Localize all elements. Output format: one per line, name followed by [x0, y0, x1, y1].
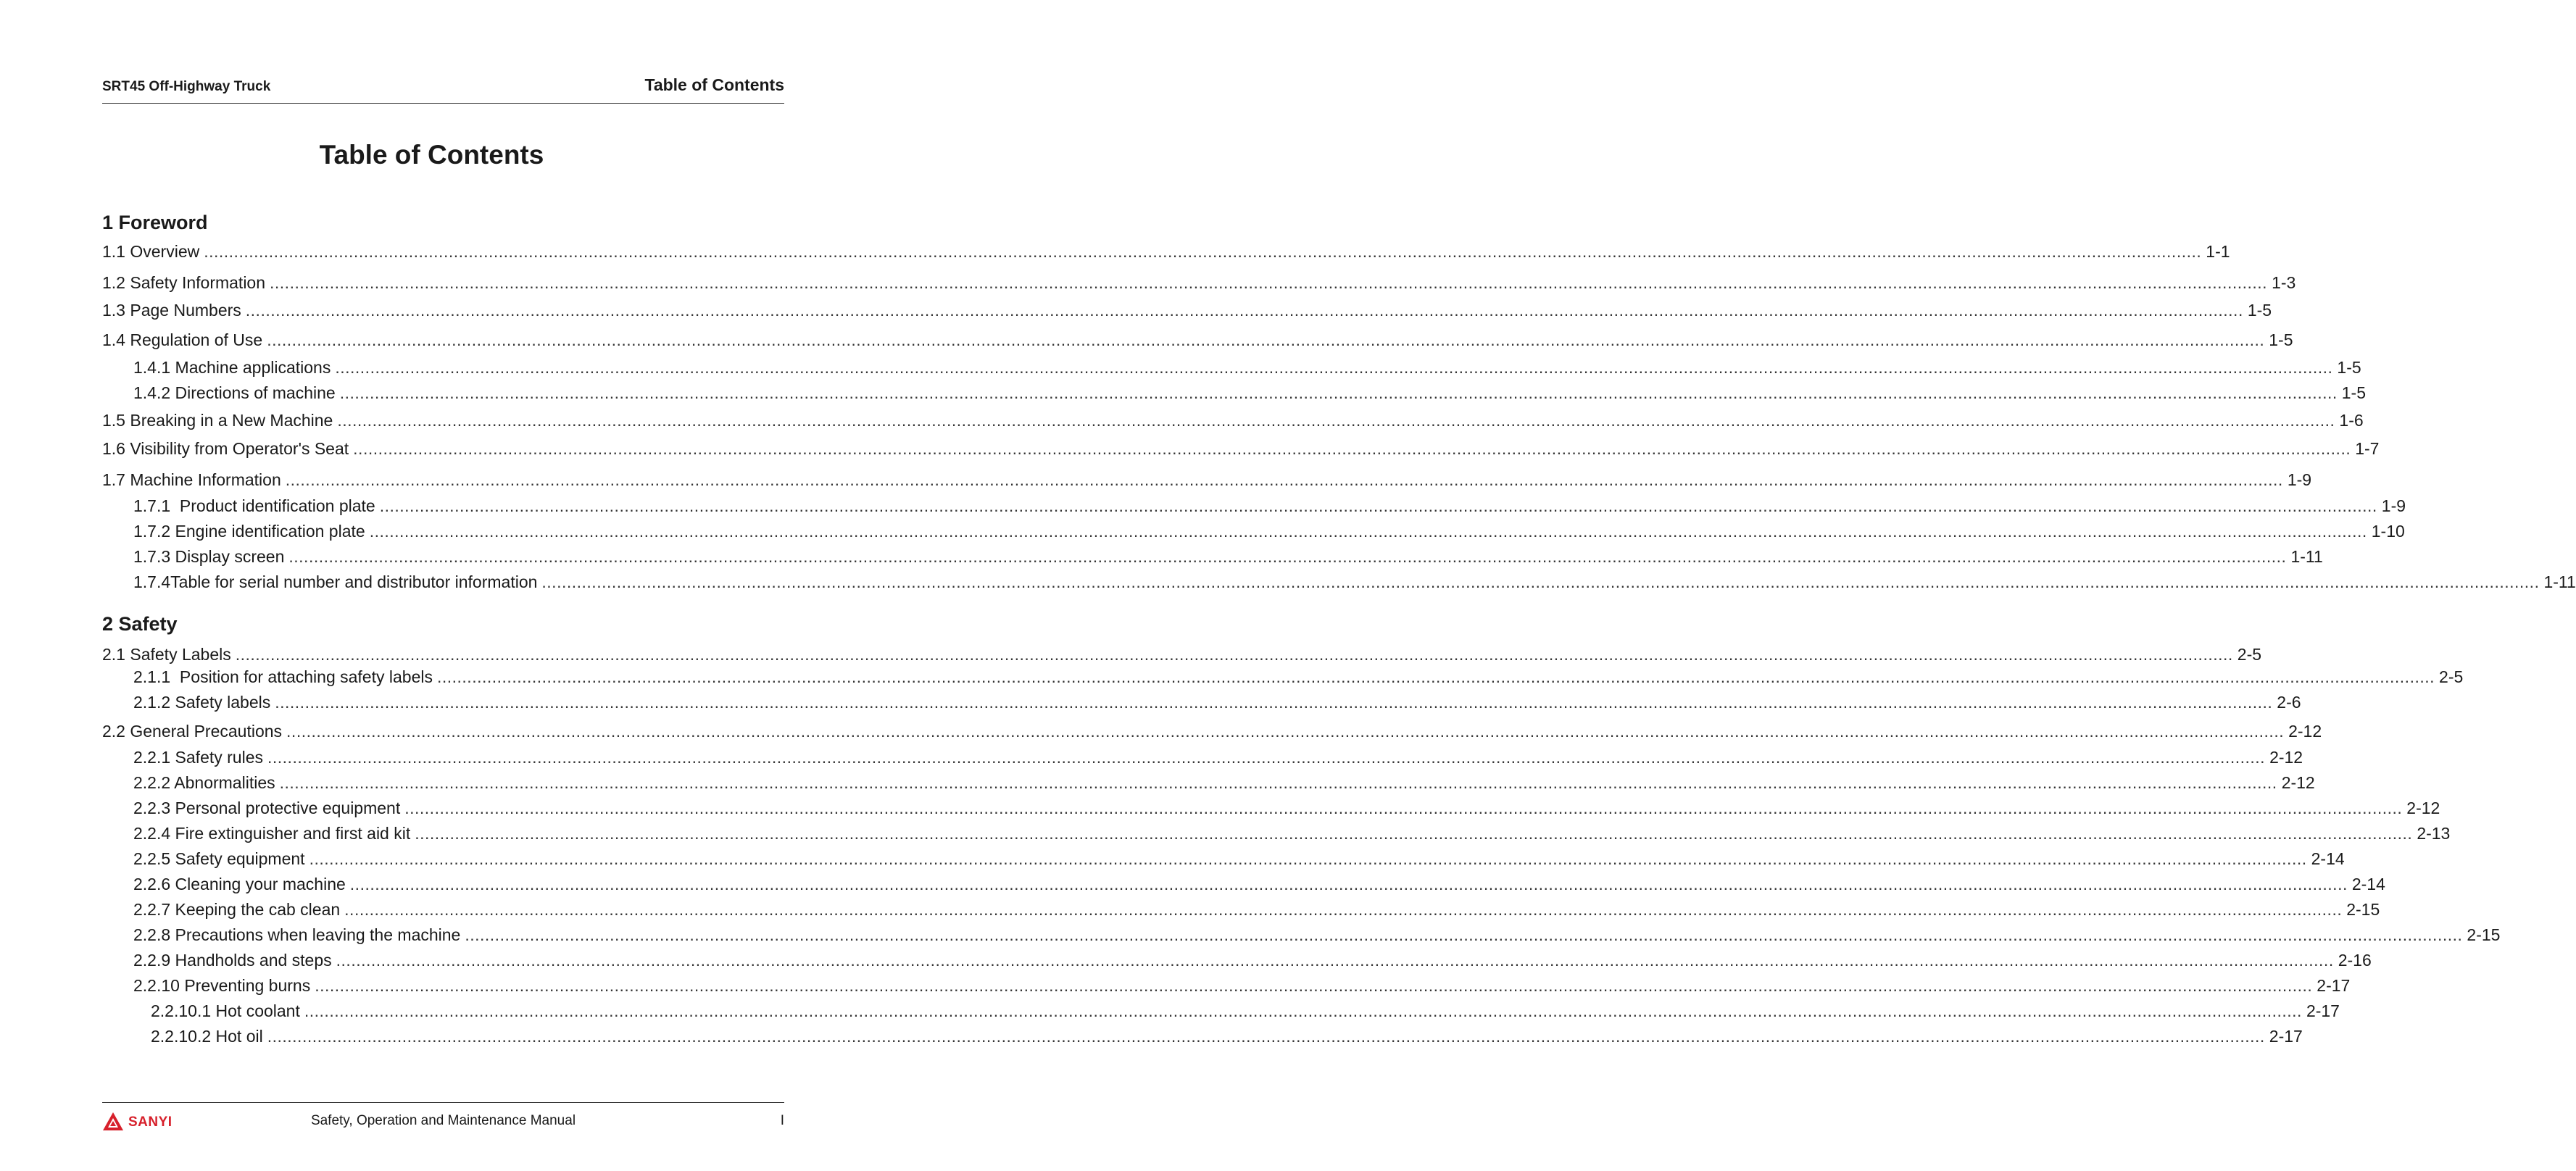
toc-entry-title: 1.4.1 Machine applications [133, 357, 335, 378]
dot-leader: ................................................................................................................................................................................................................................................................................................................................................................................................................ [267, 748, 2266, 767]
toc-entry-title: 2.2.10 Preventing burns [133, 975, 315, 996]
toc-entry-title: 1.4.2 Directions of machine [133, 383, 340, 403]
toc-entry-page: 1-6 [2335, 410, 2363, 430]
toc-entry-page: 2-6 [2272, 692, 2301, 712]
toc-entry-page: 2-12 [2284, 721, 2322, 741]
toc-entry-title: 2.2.10.2 Hot oil [151, 1026, 267, 1046]
toc-entry-title: 1.4 Regulation of Use [102, 330, 267, 350]
dot-leader: ................................................................................................................................................................................................................................................................................................................................................................................................................ [309, 849, 2307, 868]
toc-entry[interactable] [102, 899, 2380, 920]
dot-leader: ................................................................................................................................................................................................................................................................................................................................................................................................................ [369, 522, 2367, 541]
toc-entry[interactable] [102, 667, 2464, 687]
section-heading: 2 Safety [102, 613, 178, 635]
toc-entry-page: 2-17 [2265, 1026, 2303, 1046]
toc-entry[interactable] [102, 721, 2322, 741]
toc-entry-page: 2-12 [2402, 798, 2440, 818]
dot-leader: ................................................................................................................................................................................................................................................................................................................................................................................................................ [344, 900, 2343, 919]
header-doc-title: SRT45 Off-Highway Truck [102, 79, 271, 94]
dot-leader: ................................................................................................................................................................................................................................................................................................................................................................................................................ [339, 383, 2338, 402]
toc-entry[interactable] [102, 849, 2345, 869]
toc-entry-title: 2.2 General Precautions [102, 721, 286, 741]
page-title: Table of Contents [319, 140, 544, 170]
dot-leader: ................................................................................................................................................................................................................................................................................................................................................................................................................ [279, 773, 2277, 792]
toc-entry[interactable] [102, 572, 2576, 592]
toc-entry-title: 1.3 Page Numbers [102, 300, 246, 320]
toc-entry-page: 1-11 [2286, 546, 2322, 567]
toc-entry-title: 1.1 Overview [102, 241, 204, 262]
page-footer [102, 1102, 784, 1139]
toc-entry-title: 1.7.2 Engine identification plate [133, 521, 370, 541]
dot-leader: ................................................................................................................................................................................................................................................................................................................................................................................................................ [245, 301, 2243, 320]
toc-entry-page: 2-15 [2462, 925, 2500, 945]
toc-entry[interactable] [102, 950, 2372, 970]
dot-leader: ................................................................................................................................................................................................................................................................................................................................................................................................................ [275, 693, 2273, 712]
toc-entry[interactable] [102, 330, 2293, 350]
toc-entry-title: 2.2.4 Fire extinguisher and first aid kit [133, 823, 415, 843]
toc-entry[interactable] [102, 1026, 2303, 1046]
toc-entry-page: 2-17 [2312, 975, 2350, 996]
toc-entry-page: 2-15 [2342, 899, 2380, 920]
toc-entry-page: 2-16 [2334, 950, 2372, 970]
dot-leader: ................................................................................................................................................................................................................................................................................................................................................................................................................ [267, 1027, 2265, 1046]
dot-leader: ................................................................................................................................................................................................................................................................................................................................................................................................................ [304, 1001, 2302, 1020]
toc-entry-title: 2.2.8 Precautions when leaving the machine [133, 925, 465, 945]
dot-leader: ................................................................................................................................................................................................................................................................................................................................................................................................................ [349, 875, 2348, 893]
toc-entry-page: 1-7 [2351, 438, 2379, 459]
toc-entry-title: 2.2.9 Handholds and steps [133, 950, 336, 970]
dot-leader: ................................................................................................................................................................................................................................................................................................................................................................................................................ [270, 273, 2268, 292]
dot-leader: ................................................................................................................................................................................................................................................................................................................................................................................................................ [353, 439, 2351, 458]
dot-leader: ................................................................................................................................................................................................................................................................................................................................................................................................................ [541, 572, 2540, 591]
toc-entry-title: 2.1 Safety Labels [102, 644, 236, 664]
toc-entry-page: 2-12 [2265, 747, 2303, 767]
dot-leader: ................................................................................................................................................................................................................................................................................................................................................................................................................ [235, 645, 2233, 664]
toc-entry-page: 2-14 [2348, 874, 2385, 894]
dot-leader: ................................................................................................................................................................................................................................................................................................................................................................................................................ [335, 358, 2333, 377]
toc-entry[interactable] [102, 975, 2351, 996]
page-number: I [780, 1113, 784, 1128]
toc-entry[interactable] [102, 823, 2451, 843]
toc-entry-page: 1-3 [2267, 272, 2295, 293]
toc-entry-page: 1-5 [2332, 357, 2361, 378]
toc-entry[interactable] [102, 874, 2385, 894]
toc-entry[interactable] [102, 496, 2406, 516]
toc-entry-title: 2.2.7 Keeping the cab clean [133, 899, 344, 920]
toc-entry[interactable] [102, 692, 2301, 712]
dot-leader: ................................................................................................................................................................................................................................................................................................................................................................................................................ [415, 824, 2413, 843]
toc-entry[interactable] [102, 521, 2405, 541]
toc-entry-title: 2.2.5 Safety equipment [133, 849, 309, 869]
toc-entry-title: 2.2.3 Personal protective equipment [133, 798, 404, 818]
dot-leader: ................................................................................................................................................................................................................................................................................................................................................................................................................ [436, 667, 2435, 686]
toc-entry[interactable] [102, 357, 2361, 378]
toc-entry-page: 1-11 [2539, 572, 2575, 592]
toc-entry[interactable] [102, 925, 2501, 945]
dot-leader: ................................................................................................................................................................................................................................................................................................................................................................................................................ [315, 976, 2313, 995]
page-header [102, 72, 784, 104]
toc-entry[interactable] [102, 470, 2312, 490]
toc-entry-title: 2.2.2 Abnormalities [133, 772, 280, 793]
toc-entry-page: 1-9 [2377, 496, 2406, 516]
toc-entry-title: 2.2.10.1 Hot coolant [151, 1001, 304, 1021]
toc-entry[interactable] [102, 546, 2323, 567]
footer-manual-title: Safety, Operation and Maintenance Manual [310, 1113, 576, 1128]
dot-leader: ................................................................................................................................................................................................................................................................................................................................................................................................................ [286, 722, 2285, 741]
toc-entry[interactable] [102, 798, 2440, 818]
toc-entry-page: 2-14 [2307, 849, 2345, 869]
toc-entry-page: 2-17 [2302, 1001, 2340, 1021]
toc-entry-title: 1.2 Safety Information [102, 272, 270, 293]
toc-entry-page: 2-12 [2277, 772, 2315, 793]
toc-entry[interactable] [102, 438, 2380, 459]
toc-entry-title: 2.1.1 Position for attaching safety labels [133, 667, 437, 687]
toc-entry-page: 1-10 [2367, 521, 2405, 541]
dot-leader: ................................................................................................................................................................................................................................................................................................................................................................................................................ [267, 330, 2265, 349]
dot-leader: ................................................................................................................................................................................................................................................................................................................................................................................................................ [465, 925, 2463, 944]
dot-leader: ................................................................................................................................................................................................................................................................................................................................................................................................................ [404, 799, 2403, 817]
toc-entry-title: 1.7.3 Display screen [133, 546, 288, 567]
toc-entry-page: 1-5 [2243, 300, 2272, 320]
toc-entry[interactable] [102, 410, 2364, 430]
toc-entry[interactable] [102, 383, 2367, 403]
toc-entry-title: 1.5 Breaking in a New Machine [102, 410, 337, 430]
dot-leader: ................................................................................................................................................................................................................................................................................................................................................................................................................ [337, 411, 2335, 430]
dot-leader: ................................................................................................................................................................................................................................................................................................................................................................................................................ [285, 470, 2283, 489]
toc-entry[interactable] [102, 747, 2303, 767]
dot-leader: ................................................................................................................................................................................................................................................................................................................................................................................................................ [336, 951, 2334, 970]
toc-entry[interactable] [102, 241, 2230, 262]
toc-entry[interactable] [102, 772, 2315, 793]
toc-entry-title: 2.2.6 Cleaning your machine [133, 874, 350, 894]
toc-entry-page: 1-5 [2338, 383, 2366, 403]
toc-entry-page: 1-1 [2201, 241, 2230, 262]
toc-entry-title: 1.7 Machine Information [102, 470, 286, 490]
toc-entry-title: 1.7.1 Product identification plate [133, 496, 380, 516]
toc-entry-page: 1-9 [2283, 470, 2311, 490]
header-section-title: Table of Contents [644, 75, 784, 94]
dot-leader: ................................................................................................................................................................................................................................................................................................................................................................................................................ [204, 242, 2202, 261]
toc-entry-title: 1.6 Visibility from Operator's Seat [102, 438, 353, 459]
toc-entry[interactable] [102, 644, 2262, 664]
toc-entry-title: 2.1.2 Safety labels [133, 692, 275, 712]
toc-entry-page: 2-13 [2412, 823, 2450, 843]
toc-entry-page: 2-5 [2233, 644, 2261, 664]
toc-entry[interactable] [102, 300, 2272, 320]
toc-entry-title: 1.7.4Table for serial number and distributor information [133, 572, 541, 592]
toc-entry-title: 2.2.1 Safety rules [133, 747, 267, 767]
toc-entry[interactable] [102, 1001, 2340, 1021]
section-heading: 1 Foreword [102, 212, 208, 233]
toc-entry-page: 1-5 [2264, 330, 2293, 350]
toc-entry[interactable] [102, 272, 2296, 293]
dot-leader: ................................................................................................................................................................................................................................................................................................................................................................................................................ [288, 547, 2287, 566]
logo-text: SANYI [128, 1114, 173, 1130]
dot-leader: ................................................................................................................................................................................................................................................................................................................................................................................................................ [379, 496, 2377, 515]
toc-entry-page: 2-5 [2435, 667, 2463, 687]
